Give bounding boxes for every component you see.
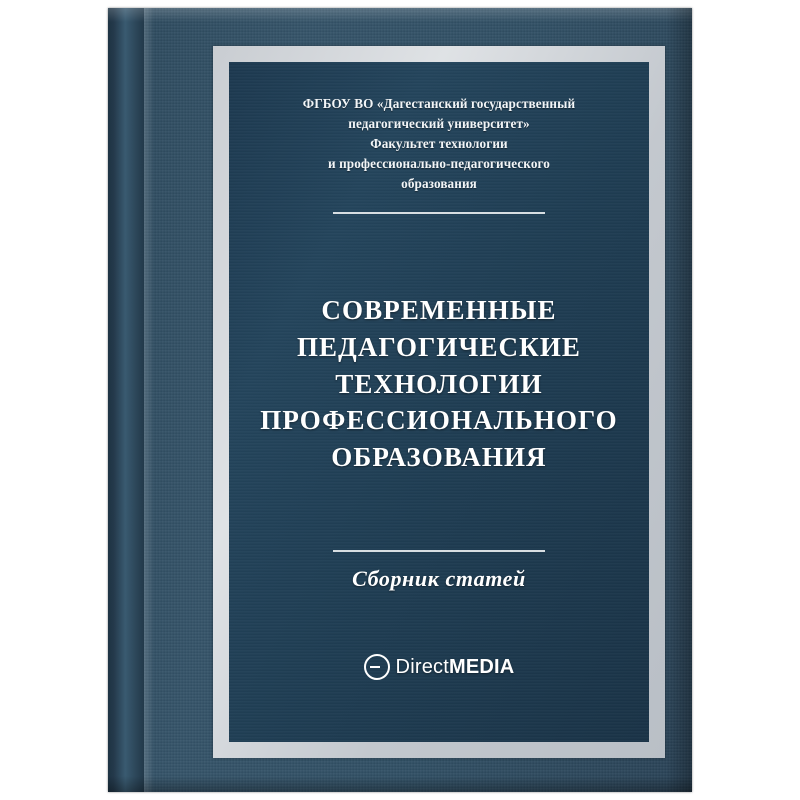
publisher-name	[396, 656, 515, 679]
book-cover	[108, 8, 692, 792]
directmedia-circle-icon	[364, 654, 390, 680]
cover-right-shadow	[666, 8, 692, 792]
divider-top	[333, 212, 545, 214]
affiliation-line-4: и профессионально-педагогического	[328, 156, 550, 172]
cover-top-highlight	[108, 8, 692, 22]
cover-frame-border	[213, 46, 665, 758]
cover-bottom-shadow	[108, 776, 692, 792]
affiliation-line-3: Факультет технологии	[370, 136, 508, 152]
publisher-name-light: Direct	[395, 655, 449, 678]
book-spine-edge	[144, 8, 153, 792]
book-spine	[108, 8, 144, 792]
title-line-3: ТЕХНОЛОГИИ	[335, 368, 543, 399]
title-line-1: СОВРЕМЕННЫЕ	[321, 295, 557, 326]
title-line-5: ОБРАЗОВАНИЯ	[331, 442, 547, 473]
publisher-affiliation-block	[259, 94, 619, 194]
affiliation-line-2: педагогический университет»	[348, 116, 530, 132]
book-subtitle: Сборник статей	[352, 565, 526, 591]
title-line-2: ПЕДАГОГИЧЕСКИЕ	[296, 332, 582, 363]
title-line-4: ПРОФЕССИОНАЛЬНОГО	[260, 405, 618, 436]
book-title	[259, 292, 619, 476]
cover-inner-panel	[229, 62, 649, 742]
affiliation-line-5: образования	[401, 176, 477, 192]
publisher-name-bold: MEDIA	[448, 655, 515, 678]
publisher-logo	[229, 654, 649, 680]
affiliation-line-1: ФГБОУ ВО «Дагестанский государственный	[302, 96, 576, 111]
divider-bottom	[333, 550, 545, 552]
